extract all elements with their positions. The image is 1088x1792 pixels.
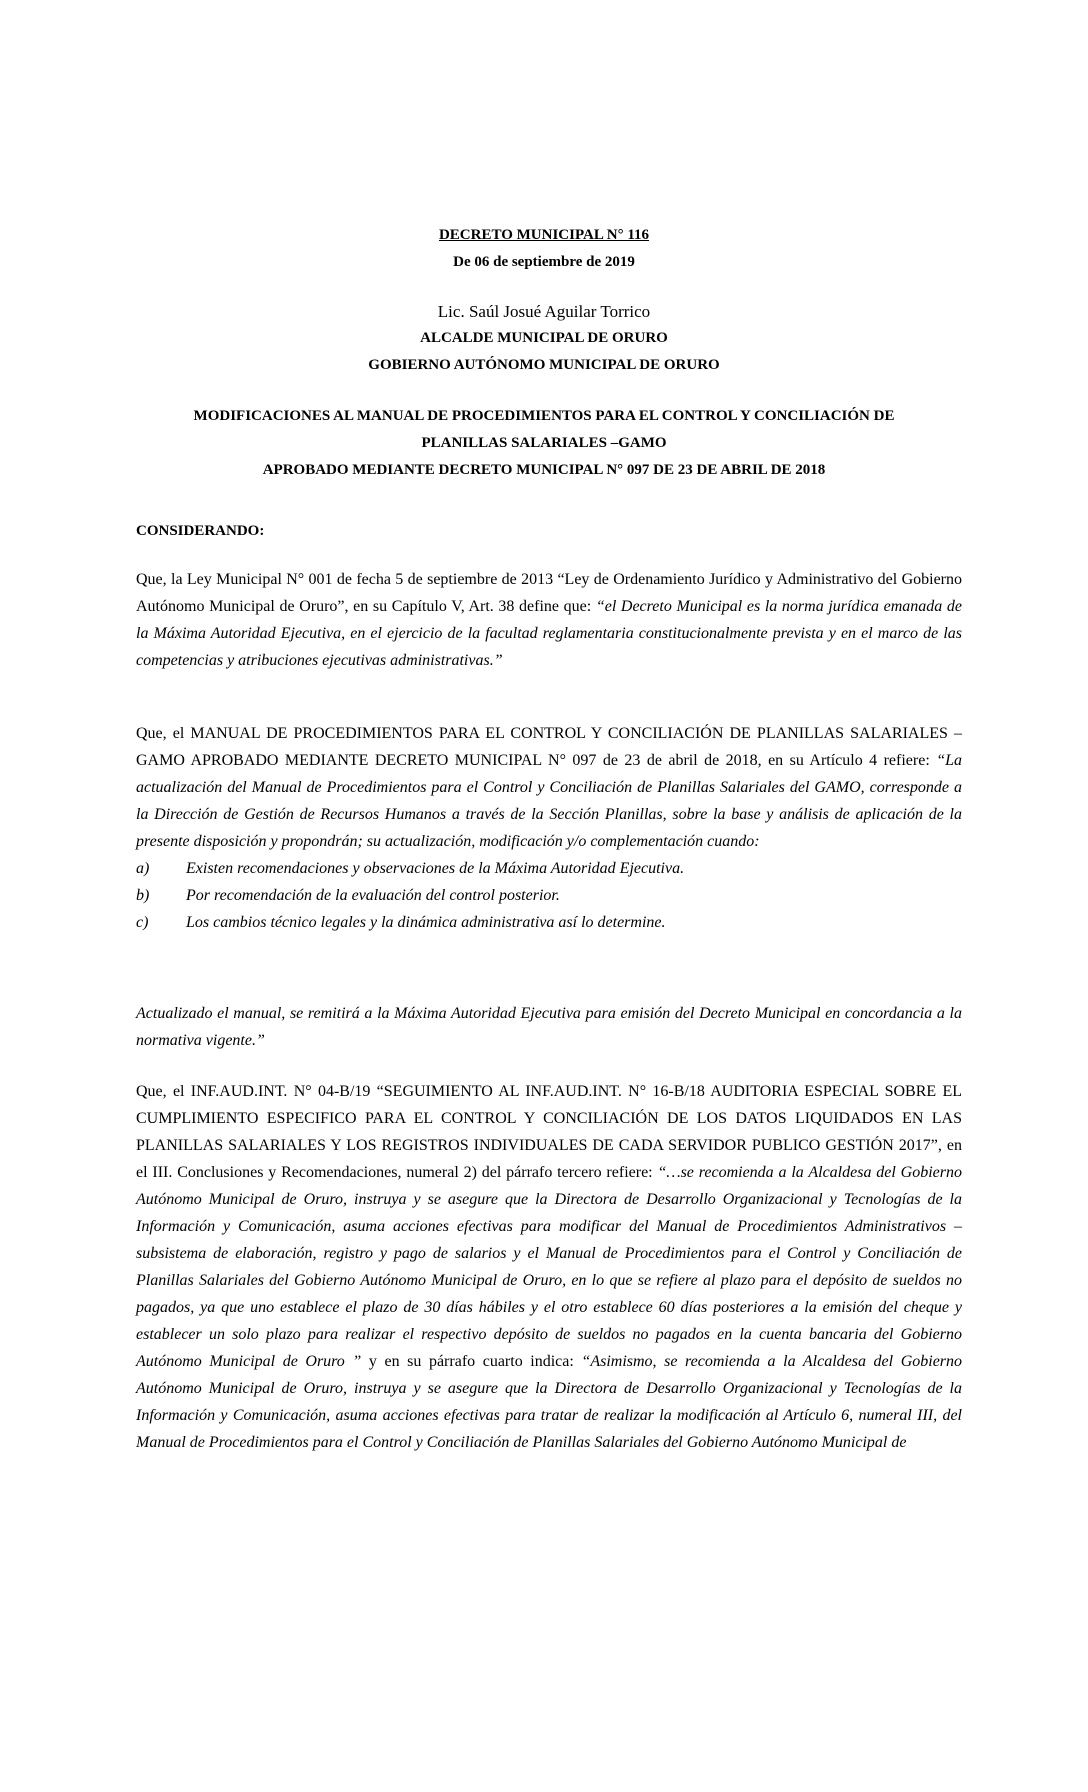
list-marker: c): [136, 914, 149, 931]
list-item-text: Los cambios técnico legales y la dinámica administrativa así lo determine.: [186, 914, 666, 931]
section-heading: CONSIDERANDO:: [136, 523, 265, 539]
list-item: [136, 882, 962, 909]
list-marker: b): [136, 887, 150, 904]
subject-line: MODIFICACIONES AL MANUAL DE PROCEDIMIENTOS PARA EL CONTROL Y CONCILIACIÓN DE: [193, 408, 895, 424]
paragraph: Actualizado el manual, se remitirá a la Máxima Autoridad Ejecutiva para emisión del Decreto Municipal en concordancia a la normativa vigente.”: [136, 1005, 962, 1049]
government-name: GOBIERNO AUTÓNOMO MUNICIPAL DE ORURO: [368, 357, 720, 373]
paragraph-lead: Que, la Ley Municipal N° 001 de fecha 5 de septiembre de 2013 “Ley de Ordenamiento Jurídico y Administrativo del Gobierno Autónomo Municipal de Oruro”, en su Capítulo V, Art. 38 define que:: [136, 571, 962, 615]
quoted-text: “el Decreto Municipal es la norma jurídica emanada de la Máxima Autoridad Ejecutiva, en el ejercicio de la facultad reglamentaria constitucionalmente prevista y en el marco de las competencias y atribuciones ejecutivas administrativas.”: [136, 598, 963, 669]
paragraph-lead: Que, el INF.AUD.INT. N° 04-B/19 “SEGUIMIENTO AL INF.AUD.INT. N° 16-B/18 AUDITORIA ESPECIAL SOBRE EL CUMPLIMIENTO ESPECIFICO PARA EL CONTROL Y CONCILIACIÓN DE LOS DATOS LIQUIDADOS EN LAS PLANILLAS SALARIALES Y LOS REGISTROS INDIVIDUALES DE CADA SERVIDOR PUBLICO GESTIÓN 2017”, en el III. Conclusiones y Recomendaciones, numeral 2) del párrafo tercero refiere:: [136, 1083, 962, 1181]
conditions-list: [136, 855, 962, 936]
list-item-text: Por recomendación de la evaluación del control posterior.: [186, 887, 560, 904]
paragraph: [136, 1078, 962, 1456]
subject-line: PLANILLAS SALARIALES –GAMO: [421, 435, 667, 451]
list-item: [136, 855, 962, 882]
decree-subject: [120, 403, 968, 484]
quoted-text: “Asimismo, se recomienda a la Alcaldesa del Gobierno Autónomo Municipal de Oruro, instruya y se asegure que la Directora de Desarrollo Organizacional y Tecnologías de la Información y Comunicación, asuma acciones efectivas para tratar de realizar la modificación al Artículo 6, numeral III, del Manual de Procedimientos para el Control y Conciliación de Planillas Salariales del Gobierno Autónomo Municipal de: [136, 1353, 963, 1451]
signatory-name: Lic. Saúl Josué Aguilar Torrico: [437, 302, 651, 321]
quoted-text: “…se recomienda a la Alcaldesa del Gobierno Autónomo Municipal de Oruro, instruya y se asegure que la Directora de Desarrollo Organizacional y Tecnologías de la Información y Comunicación, asuma acciones efectivas para modificar del Manual de Procedimientos Administrativos – subsistema de elaboración, registro y pago de salarios y el Manual de Procedimientos para el Control y Conciliación de Planillas Salariales del Gobierno Autónomo Municipal de Oruro, en lo que se refiere al plazo para el depósito de sueldos no pagados, ya que uno establece el plazo de 30 días hábiles y el otro establece 60 días posteriores a la emisión del cheque y establecer un solo plazo para realizar el respectivo depósito de sueldos no pagados en la cuenta bancaria del Gobierno Autónomo Municipal de Oruro ”: [136, 1164, 963, 1370]
list-item: [136, 909, 962, 936]
list-item-text: Existen recomendaciones y observaciones de la Máxima Autoridad Ejecutiva.: [186, 860, 685, 877]
paragraph: [136, 566, 962, 674]
subject-line: APROBADO MEDIANTE DECRETO MUNICIPAL N° 097 DE 23 DE ABRIL DE 2018: [262, 462, 826, 478]
decree-date: De 06 de septiembre de 2019: [453, 254, 635, 270]
paragraph-connector: y en su párrafo cuarto indica:: [361, 1353, 582, 1370]
paragraph: [136, 720, 962, 936]
list-marker: a): [136, 860, 150, 877]
paragraph-lead: Que, el MANUAL DE PROCEDIMIENTOS PARA EL CONTROL Y CONCILIACIÓN DE PLANILLAS SALARIALES –GAMO APROBADO MEDIANTE DECRETO MUNICIPAL N° 097 de 23 de abril de 2018, en su Artículo 4 refiere:: [136, 725, 962, 769]
quoted-text: “La actualización del Manual de Procedimientos para el Control y Conciliación de Planillas Salariales del GAMO, corresponde a la Dirección de Gestión de Recursos Humanos a través de la Sección Planillas, sobre la base y análisis de aplicación de la presente disposición y propondrán; su actualización, modificación y/o complementación cuando:: [136, 752, 962, 850]
signatory-office: ALCALDE MUNICIPAL DE ORURO: [420, 330, 668, 346]
decree-title: DECRETO MUNICIPAL N° 116: [438, 227, 650, 243]
